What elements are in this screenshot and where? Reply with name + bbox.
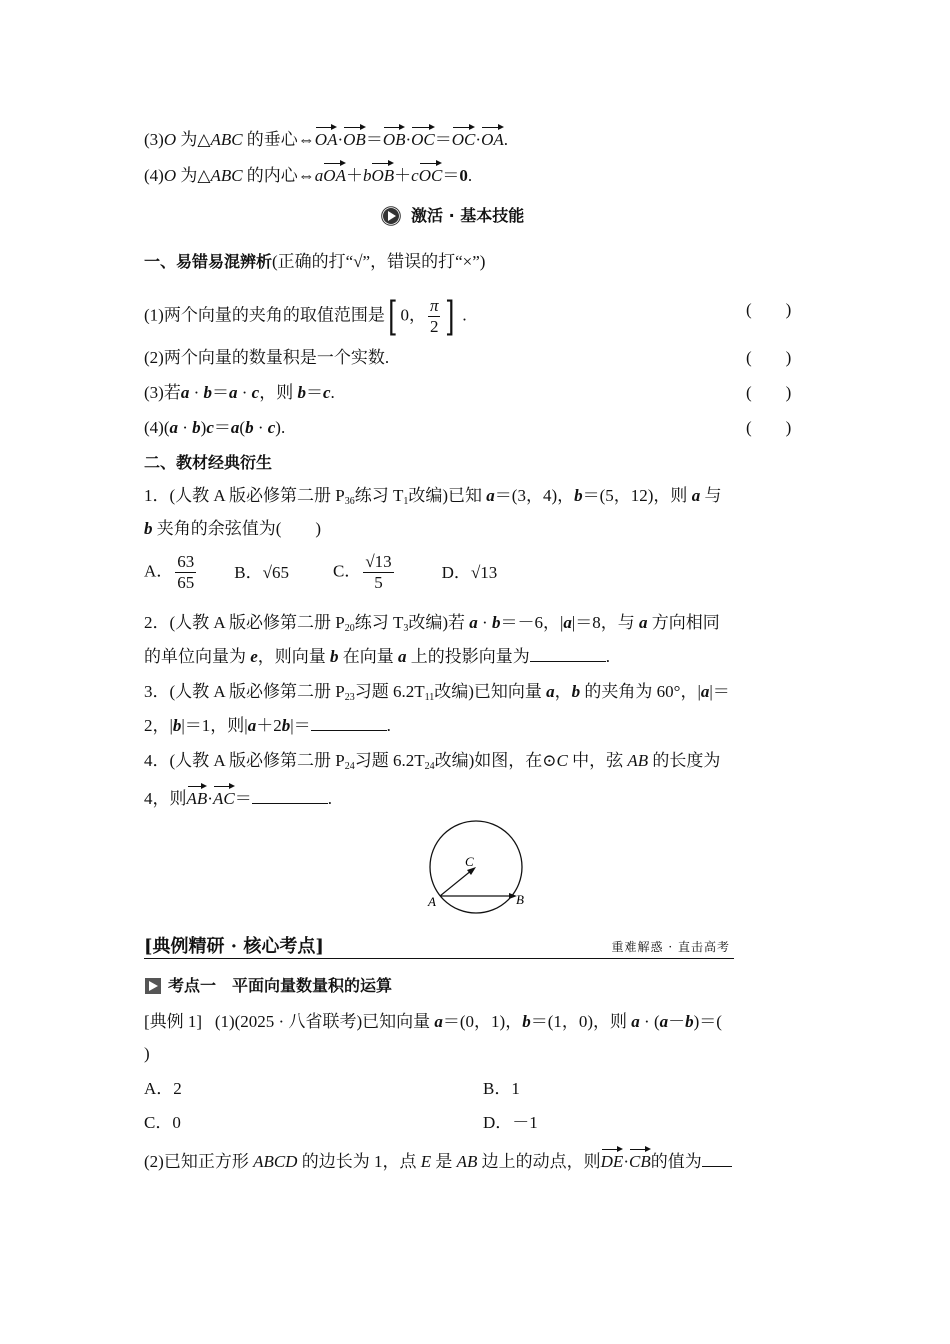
- option-b[interactable]: B．√65: [234, 562, 289, 582]
- answer-paren-3[interactable]: ( ): [746, 383, 792, 402]
- part1-heading: 一、易错易混辨析(正确的打“√”，错误的打“×”): [144, 252, 486, 271]
- label-c: C: [465, 854, 474, 869]
- label-a: A: [428, 894, 436, 909]
- part1-item-1: (1)两个向量的夹角的取值范围是[ 0， $\frac{\pi}{2}$ ] .: [144, 293, 467, 340]
- answer-paren-4[interactable]: ( ): [746, 418, 792, 437]
- example1-option-c[interactable]: C．0: [144, 1113, 181, 1132]
- answer-paren-2[interactable]: ( ): [746, 348, 792, 367]
- q1-options: [144, 552, 497, 593]
- play-badge-icon: [381, 206, 403, 226]
- section-subtitle: 重难解惑 · 直击高考: [611, 940, 730, 954]
- play-square-icon: [144, 977, 162, 995]
- q2-line1: 2．(人教 A 版必修第二册 $P_{20}$练习 $T_3$改编)若 a · b＝－6，|a|＝8，与 a 方向相同: [144, 613, 720, 634]
- incenter-line: (4)O 为△ABC 的内心⇔aOA＋bOB＋cOC＝0.: [144, 160, 472, 188]
- example1-option-a[interactable]: A．2: [144, 1079, 182, 1098]
- option-d[interactable]: D．√13: [441, 562, 498, 582]
- q2-line2: 的单位向量为 e，则向量 b 在向量 a 上的投影向量为 .: [144, 647, 611, 666]
- radius-ac: [440, 870, 472, 896]
- example1-line2: ): [144, 1044, 150, 1063]
- option-a[interactable]: A． $\frac{63}{65}$: [144, 552, 195, 592]
- activate-heading: 激活 · 基本技能: [381, 204, 524, 228]
- part1-item-4: (4)(a · b)c＝a(b · c).: [144, 418, 286, 437]
- example1b-line: (2)已知正方形 ABCD 的边长为 1，点 E 是 AB 边上的动点，则DE·CB的值为: [144, 1146, 732, 1174]
- part1-item-3: (3)若a · b＝a · c，则 b＝c.: [144, 383, 335, 402]
- section-title: [典例精研 · 核心考点]: [144, 936, 324, 957]
- section-bar: [144, 932, 734, 959]
- q3-line2: 2，|b|＝1，则|a＋2b|＝ .: [144, 716, 391, 735]
- part1-item-2: (2)两个向量的数量积是一个实数.: [144, 348, 390, 367]
- q2-answer-blank[interactable]: [530, 645, 606, 662]
- q1-line1: 1．(人教 A 版必修第二册 $P_{36}$练习 $T_1$改编)已知 a＝(3，4)，b＝(5，12)，则 a 与: [144, 486, 722, 507]
- example1-line1: [典例 1] (1)(2025 · 八省联考)已知向量 a＝(0，1)，b＝(1，0)，则 a · (a－b)＝(: [144, 1012, 722, 1031]
- circle-figure: [420, 818, 536, 918]
- q4-answer-blank[interactable]: [252, 787, 328, 804]
- example1b-answer-blank[interactable]: [702, 1150, 732, 1167]
- example1-option-b[interactable]: B．1: [483, 1079, 520, 1098]
- topic1-heading: 考点一 平面向量数量积的运算: [144, 974, 392, 998]
- q1-line2: b 夹角的余弦值为( ): [144, 519, 322, 538]
- option-c[interactable]: C． $\frac{√13}{5}$: [332, 552, 392, 592]
- q4-line2: 4，则AB·AC＝ .: [144, 783, 332, 811]
- q4-line1: 4．(人教 A 版必修第二册 $P_{24}$习题 $6.2T_{24}$改编)如图，在⊙C 中，弦 AB 的长度为: [144, 751, 721, 772]
- part2-heading: 二、教材经典衍生: [144, 453, 273, 472]
- q3-line1: 3．(人教 A 版必修第二册 $P_{23}$习题 $6.2T_{11}$改编)已知向量 a，b 的夹角为 60°，|a|＝: [144, 682, 730, 703]
- answer-paren-1[interactable]: ( ): [746, 300, 792, 319]
- example1-option-d[interactable]: D．－1: [483, 1113, 538, 1132]
- q3-answer-blank[interactable]: [311, 714, 387, 731]
- orthocenter-line: (3)O 为△ABC 的垂心⇔OA·OB＝OB·OC＝OC·OA.: [144, 124, 508, 152]
- label-b: B: [516, 892, 524, 907]
